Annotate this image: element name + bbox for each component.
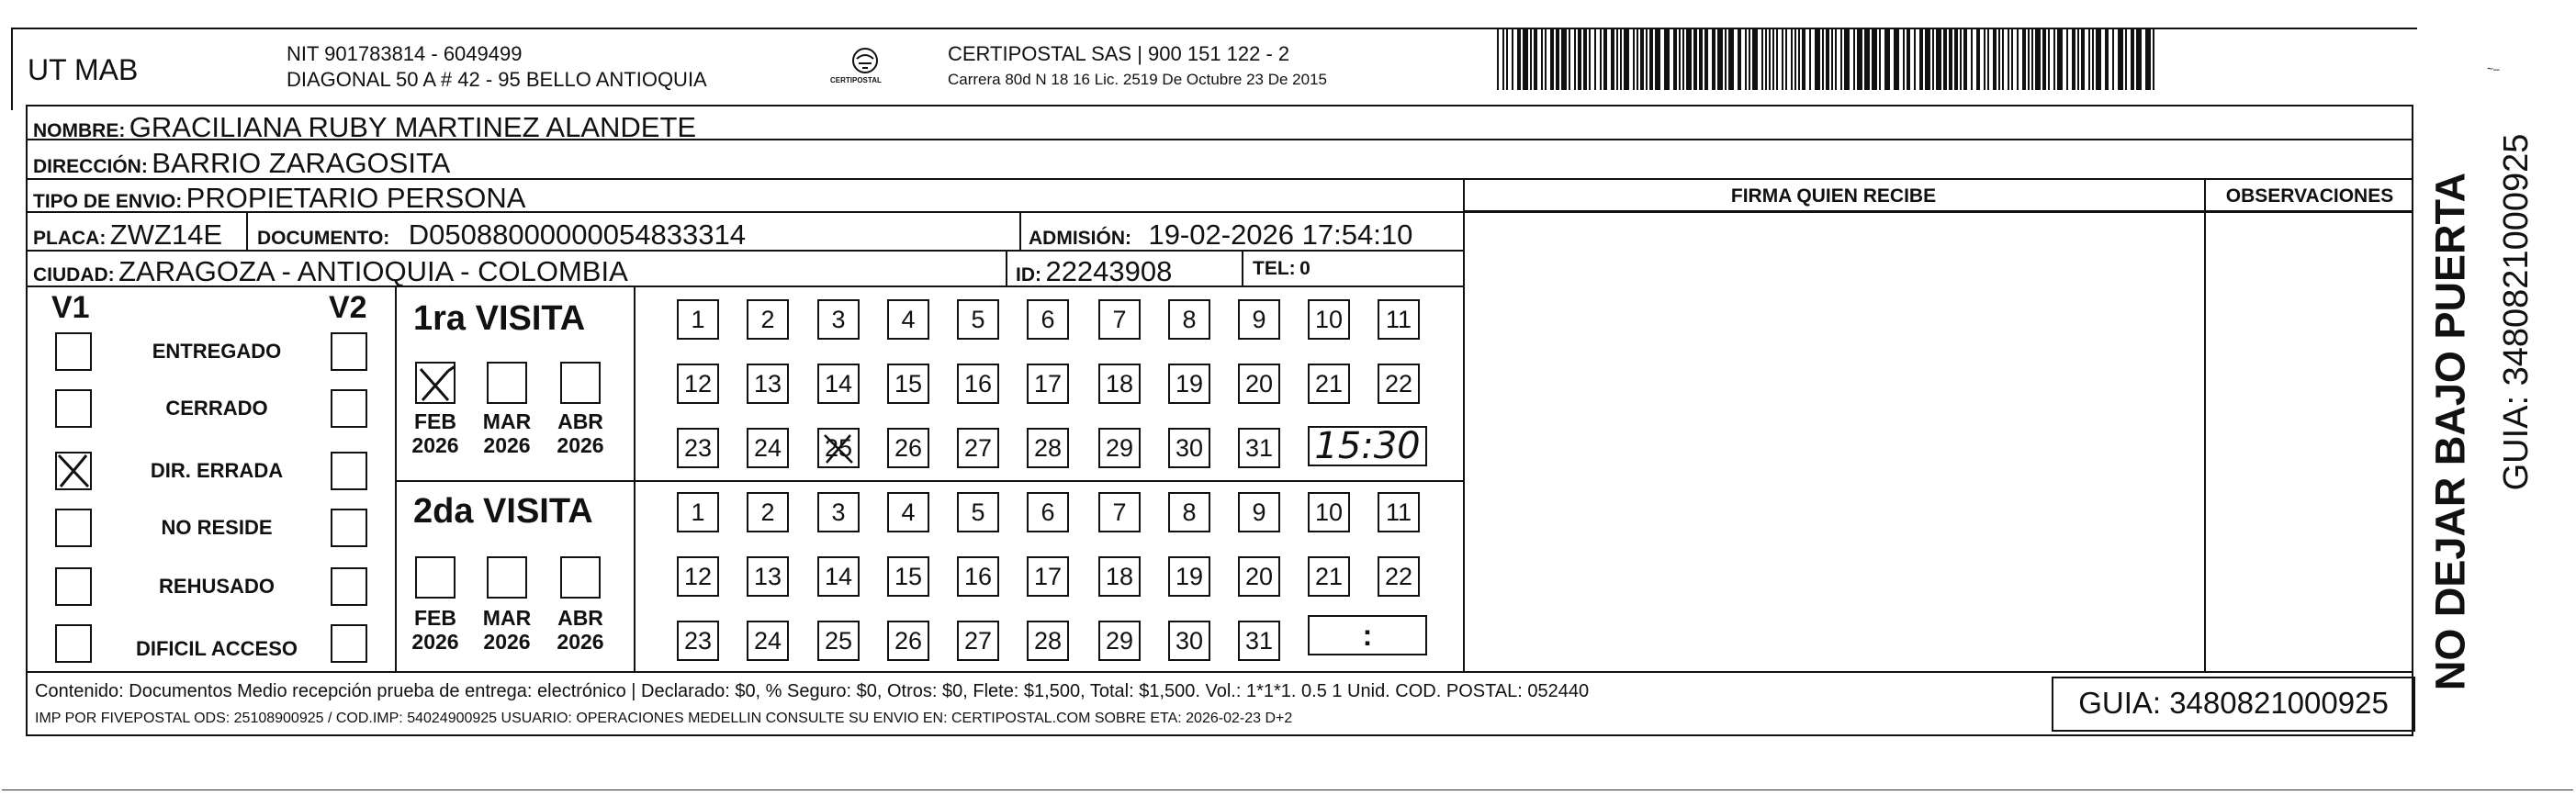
barcode-bar — [2008, 29, 2009, 90]
visit1-day-box[interactable]: 19 — [1168, 364, 1210, 404]
barcode-bar — [2136, 29, 2142, 90]
visit2-day-box[interactable]: 21 — [1308, 556, 1350, 597]
barcode-bar — [1835, 29, 1837, 90]
visit1-day-box[interactable]: 20 — [1238, 364, 1280, 404]
visit2-day-box[interactable]: 5 — [957, 492, 999, 532]
barcode-bar — [1556, 29, 1559, 90]
v2-checkbox-dificil-acceso[interactable] — [331, 624, 367, 663]
barcode-bar — [2053, 29, 2055, 90]
observaciones-header: OBSERVACIONES — [2225, 185, 2394, 207]
second-visit-title: 2da VISITA — [413, 492, 593, 531]
barcode-bar — [1686, 29, 1692, 90]
visit2-month-feb — [408, 606, 463, 655]
barcode-bar — [1616, 29, 1618, 90]
visit1-day-box[interactable]: 18 — [1098, 364, 1141, 404]
barcode-bar — [2153, 29, 2154, 90]
barcode-bar — [1541, 29, 1543, 90]
barcode-bar — [1497, 29, 1499, 90]
admision-label: ADMISIÓN: — [1029, 228, 1131, 249]
v2-label: V2 — [329, 290, 367, 325]
id-divider — [1006, 250, 1007, 286]
barcode-bar — [2077, 29, 2079, 90]
visit1-day-box[interactable]: 10 — [1308, 299, 1350, 340]
month-name: MAR — [482, 409, 532, 433]
barcode-bar — [1822, 29, 1824, 90]
visit2-day-box[interactable]: 14 — [817, 556, 860, 597]
visit2-day-box[interactable]: 20 — [1238, 556, 1280, 597]
visit1-day-box[interactable]: 16 — [957, 364, 999, 404]
barcode-bar — [1512, 29, 1513, 90]
barcode-bar — [1523, 29, 1528, 90]
visit2-day-box[interactable]: 29 — [1098, 621, 1141, 661]
first-visit-title: 1ra VISITA — [413, 299, 586, 338]
day-number: 25 — [824, 433, 853, 462]
barcode-bar — [1530, 29, 1532, 90]
status-entregado: ENTREGADO — [152, 340, 282, 363]
visit2-day-box[interactable]: 2 — [747, 492, 789, 532]
visit2-day-box[interactable]: 18 — [1098, 556, 1141, 597]
barcode-bar — [1976, 29, 1980, 90]
handwritten-x-icon — [55, 452, 92, 490]
admision-row — [1029, 220, 1412, 249]
barcode-bar — [2048, 29, 2050, 90]
barcode-bar — [1776, 29, 1778, 90]
visit2-month-feb-checkbox[interactable] — [415, 556, 456, 599]
id-label: ID: — [1016, 264, 1041, 286]
tipo-label: TIPO DE ENVIO: — [33, 191, 183, 212]
barcode-bar — [1545, 29, 1547, 90]
visit1-day-box[interactable]: 5 — [957, 299, 999, 340]
visit1-day-box[interactable]: 3 — [817, 299, 860, 340]
barcode-bar — [1765, 29, 1767, 90]
visit1-time-box[interactable]: 15:30 — [1308, 426, 1427, 466]
barcode-bar — [1925, 29, 1930, 90]
visit1-day-box[interactable]: 23 — [677, 428, 719, 468]
barcode-bar — [1993, 29, 1997, 90]
barcode-bar — [1655, 29, 1660, 90]
barcode-bar — [1987, 29, 1989, 90]
barcode-bar — [1620, 29, 1622, 90]
documento-label: DOCUMENTO: — [257, 228, 390, 249]
visit2-day-box[interactable]: 10 — [1308, 492, 1350, 532]
barcode-bar — [2002, 29, 2004, 90]
visit2-day-box[interactable]: 3 — [817, 492, 860, 532]
visit2-day-box[interactable]: 9 — [1238, 492, 1280, 532]
barcode-bar — [1752, 29, 1758, 90]
barcode-bar — [1769, 29, 1771, 90]
barcode-bar — [1853, 29, 1855, 90]
visit1-day-box[interactable]: 4 — [887, 299, 929, 340]
admision-value: 19-02-2026 17:54:10 — [1148, 218, 1413, 251]
visit1-day-box[interactable]: 11 — [1378, 299, 1420, 340]
barcode-bar — [2011, 29, 2013, 90]
visit2-day-box[interactable]: 1 — [677, 492, 719, 532]
barcode-bar — [1984, 29, 1985, 90]
barcode-bar — [1914, 29, 1916, 90]
visit2-day-box[interactable]: 24 — [747, 621, 789, 661]
ciudad-label: CIUDAD: — [33, 264, 115, 286]
placa-row — [33, 220, 222, 249]
v2-checkbox-rehusado[interactable] — [331, 567, 367, 606]
barcode-bar — [2028, 29, 2030, 90]
v2-checkbox-cerrado[interactable] — [331, 389, 367, 428]
visit1-day-box[interactable]: 15 — [887, 364, 929, 404]
barcode-bar — [1919, 29, 1923, 90]
visit1-day-box[interactable]: 14 — [817, 364, 860, 404]
visit2-day-box[interactable]: 22 — [1378, 556, 1420, 597]
month-year: 2026 — [411, 630, 459, 655]
visits-divider — [395, 480, 1463, 482]
visit2-day-box[interactable]: 8 — [1168, 492, 1210, 532]
barcode-bar — [1782, 29, 1783, 90]
barcode-bar — [1826, 29, 1829, 90]
visit2-day-box[interactable]: 12 — [677, 556, 719, 597]
month-name: FEB — [414, 409, 456, 433]
documento-row — [257, 220, 746, 249]
barcode-bar — [2022, 29, 2026, 90]
barcode-bar — [1963, 29, 1967, 90]
barcode-bar — [2057, 29, 2063, 90]
ciudad-row — [33, 257, 628, 286]
v2-checkbox-entregado[interactable] — [331, 332, 367, 371]
nombre-label: NOMBRE: — [33, 120, 126, 141]
handwritten-x-icon — [415, 362, 456, 404]
barcode-bar — [2035, 29, 2041, 90]
barcode-bar — [1664, 29, 1670, 90]
v1-label: V1 — [51, 290, 90, 325]
barcode-bar — [1844, 29, 1850, 90]
barcode-bar — [2072, 29, 2075, 90]
visit1-day-box[interactable]: 31 — [1238, 428, 1280, 468]
visit1-month-mar-checkbox[interactable] — [487, 362, 527, 404]
v2-checkbox-no-reside[interactable] — [331, 509, 367, 547]
v1-checkbox-dificil-acceso[interactable] — [55, 624, 92, 663]
ciudad-value: ZARAGOZA - ANTIOQUIA - COLOMBIA — [118, 255, 628, 287]
barcode-bar — [1589, 29, 1591, 90]
barcode-bar — [2092, 29, 2094, 90]
visit1-day-box[interactable]: 24 — [747, 428, 789, 468]
barcode-bar — [1603, 29, 1607, 90]
stray-mark: ~– — [2487, 62, 2500, 75]
visit2-day-box[interactable]: 30 — [1168, 621, 1210, 661]
month-name: FEB — [414, 606, 456, 630]
visit1-day-box[interactable] — [817, 428, 860, 468]
visit2-day-box[interactable]: 26 — [887, 621, 929, 661]
barcode-bar — [2096, 29, 2101, 90]
barcode-bar — [2145, 29, 2151, 90]
barcode-bar — [1640, 29, 1644, 90]
status-divider — [395, 286, 397, 671]
visit2-day-box[interactable]: 4 — [887, 492, 929, 532]
barcode-bar — [1791, 29, 1793, 90]
barcode-bar — [1936, 29, 1941, 90]
header-left-border — [11, 28, 13, 110]
barcode-bar — [2042, 29, 2046, 90]
barcode-bar — [2031, 29, 2033, 90]
month-name: MAR — [482, 606, 532, 630]
status-dir-errada: DIR. ERRADA — [150, 459, 284, 482]
footer-line — [26, 671, 2413, 673]
visit1-day-box[interactable]: 21 — [1308, 364, 1350, 404]
barcode-bar — [1738, 29, 1741, 90]
nombre-value: GRACILIANA RUBY MARTINEZ ALANDETE — [129, 111, 697, 143]
visit2-day-box[interactable]: 16 — [957, 556, 999, 597]
visit1-day-box[interactable]: 8 — [1168, 299, 1210, 340]
barcode-bar — [1794, 29, 1796, 90]
months-divider — [634, 286, 636, 671]
barcode-bar — [1534, 29, 1537, 90]
visit1-month-feb-checkbox[interactable] — [415, 362, 456, 404]
barcode-bar — [1932, 29, 1934, 90]
id-row — [1016, 257, 1172, 286]
barcode-bar — [1578, 29, 1581, 90]
visit1-month-feb — [408, 409, 463, 458]
direccion-value: BARRIO ZARAGOSITA — [152, 147, 451, 179]
barcode-bar — [1831, 29, 1833, 90]
visit2-day-box[interactable]: 11 — [1378, 492, 1420, 532]
barcode-bar — [1594, 29, 1596, 90]
v1-checkbox-entregado[interactable] — [55, 332, 92, 371]
barcode-bar — [1502, 29, 1504, 90]
visit2-time-box[interactable]: : — [1308, 615, 1427, 655]
barcode-bar — [1894, 29, 1899, 90]
visit1-day-box[interactable]: 26 — [887, 428, 929, 468]
side-warning: NO DEJAR BAJO PUERTA — [2426, 172, 2474, 691]
visit2-day-box[interactable]: 15 — [887, 556, 929, 597]
visit1-day-box[interactable]: 1 — [677, 299, 719, 340]
visit2-day-box[interactable]: 19 — [1168, 556, 1210, 597]
barcode-bar — [1699, 29, 1703, 90]
visit1-day-box[interactable]: 29 — [1098, 428, 1141, 468]
company-name: CERTIPOSTAL SAS | 900 151 122 - 2 — [948, 42, 1290, 65]
barcode-bar — [1725, 29, 1727, 90]
page-bottom-edge — [2, 789, 2573, 790]
barcode-bar — [1600, 29, 1602, 90]
barcode-bar — [1785, 29, 1787, 90]
barcode-bar — [1857, 29, 1862, 90]
logo-text: CERTIPOSTAL — [830, 76, 882, 84]
company-address: Carrera 80d N 18 16 Lic. 2519 De Octubre 23 De 2015 — [948, 71, 1327, 88]
tipo-value: PROPIETARIO PERSONA — [186, 182, 526, 214]
visit1-day-box[interactable]: 30 — [1168, 428, 1210, 468]
visit1-day-box[interactable]: 9 — [1238, 299, 1280, 340]
barcode-bar — [1864, 29, 1870, 90]
visit1-month-abr-checkbox[interactable] — [560, 362, 601, 404]
visit2-day-box[interactable]: 23 — [677, 621, 719, 661]
barcode-bar — [1712, 29, 1715, 90]
barcode-bar — [1637, 29, 1638, 90]
barcode-bar — [1943, 29, 1947, 90]
month-name: ABR — [557, 606, 603, 630]
footer-guia: GUIA: 3480821000925 — [2078, 686, 2389, 720]
barcode-bar — [2125, 29, 2127, 90]
barcode-bar — [1633, 29, 1635, 90]
month-name: ABR — [557, 409, 603, 433]
sender-address: DIAGONAL 50 A # 42 - 95 BELLO ANTIOQUIA — [287, 68, 707, 91]
v2-checkbox-dir-errada[interactable] — [331, 452, 367, 490]
barcode-bar — [2131, 29, 2134, 90]
obs-left-line — [2204, 178, 2206, 671]
barcode-bar — [1903, 29, 1905, 90]
visit1-day-box[interactable]: 17 — [1027, 364, 1069, 404]
barcode-bar — [1798, 29, 1800, 90]
barcode-bar — [1907, 29, 1910, 90]
barcode-bar — [1728, 29, 1734, 90]
barcode-bar — [2112, 29, 2114, 90]
barcode-bar — [1583, 29, 1587, 90]
status-dificil-acceso: DIFICIL ACCESO — [135, 637, 298, 660]
visit1-day-box[interactable]: 12 — [677, 364, 719, 404]
barcode-bar — [1682, 29, 1684, 90]
v1-checkbox-no-reside[interactable] — [55, 509, 92, 547]
tel-row — [1253, 259, 1310, 278]
barcode-bar — [2088, 29, 2090, 90]
firma-left-line — [1463, 178, 1465, 671]
barcode-bar — [1693, 29, 1697, 90]
barcode-bar — [1872, 29, 1877, 90]
barcode-bar — [1745, 29, 1747, 90]
barcode — [1497, 29, 2158, 90]
barcode-bar — [1550, 29, 1554, 90]
barcode-bar — [1561, 29, 1567, 90]
v1-checkbox-rehusado[interactable] — [55, 567, 92, 606]
barcode-bar — [1673, 29, 1677, 90]
barcode-bar — [1815, 29, 1820, 90]
v1-checkbox-dir-errada[interactable] — [55, 452, 92, 490]
visit2-day-box[interactable]: 27 — [957, 621, 999, 661]
barcode-bar — [1569, 29, 1570, 90]
barcode-bar — [2105, 29, 2109, 90]
barcode-bar — [1809, 29, 1811, 90]
v1-checkbox-cerrado[interactable] — [55, 389, 92, 428]
visit1-month-mar — [479, 409, 534, 458]
firma-header: FIRMA QUIEN RECIBE — [1730, 185, 1937, 207]
barcode-bar — [1717, 29, 1723, 90]
barcode-bar — [1802, 29, 1805, 90]
visit2-month-abr-checkbox[interactable] — [560, 556, 601, 599]
visit2-day-box[interactable]: 31 — [1238, 621, 1280, 661]
barcode-bar — [1517, 29, 1521, 90]
status-cerrado: CERRADO — [165, 397, 268, 420]
barcode-bar — [1649, 29, 1653, 90]
barcode-bar — [1960, 29, 1962, 90]
sender-name: UT MAB — [28, 53, 139, 86]
side-guia: GUIA: 3480821000925 — [2497, 133, 2536, 491]
documento-value: D05088000000054833314 — [408, 218, 746, 251]
barcode-bar — [1879, 29, 1881, 90]
tel-label: TEL: — [1253, 258, 1296, 279]
visit2-day-box[interactable]: 17 — [1027, 556, 1069, 597]
barcode-bar — [2118, 29, 2123, 90]
placa-label: PLACA: — [33, 228, 107, 249]
barcode-bar — [1749, 29, 1750, 90]
tel-value: 0 — [1299, 258, 1310, 279]
barcode-bar — [1772, 29, 1774, 90]
barcode-bar — [1646, 29, 1648, 90]
month-year: 2026 — [557, 630, 604, 655]
month-year: 2026 — [483, 630, 531, 655]
visit1-day-box[interactable]: 2 — [747, 299, 789, 340]
visit2-month-mar — [479, 606, 534, 655]
visit2-day-box[interactable]: 6 — [1027, 492, 1069, 532]
barcode-bar — [1611, 29, 1614, 90]
barcode-bar — [1971, 29, 1973, 90]
barcode-bar — [1761, 29, 1763, 90]
barcode-bar — [2066, 29, 2068, 90]
visit2-month-abr — [553, 606, 608, 655]
visit2-day-box[interactable]: 25 — [817, 621, 860, 661]
month-year: 2026 — [483, 433, 531, 458]
handwritten-x-icon — [817, 428, 860, 468]
visit2-month-mar-checkbox[interactable] — [487, 556, 527, 599]
visit1-month-abr — [553, 409, 608, 458]
placa-divider — [246, 211, 248, 250]
visit2-day-box[interactable]: 13 — [747, 556, 789, 597]
barcode-bar — [1704, 29, 1708, 90]
footer-content: Contenido: Documentos Medio recepción prueba de entrega: electrónico | Declarado: $0, % Seguro: $0, Otros: $0, Flete: $1,500, Total: $1,500. Vol.: 1*1*1. 0.5 1 Unid. COD. POSTAL: 052440 — [35, 681, 1590, 701]
barcode-bar — [1506, 29, 1508, 90]
tel-divider — [1242, 250, 1243, 286]
header-col-line — [1463, 210, 2413, 212]
admision-divider — [1019, 211, 1021, 250]
visit1-day-box[interactable]: 22 — [1378, 364, 1420, 404]
visit1-day-box[interactable]: 13 — [747, 364, 789, 404]
direccion-row — [33, 149, 450, 177]
id-value: 22243908 — [1045, 255, 1173, 287]
tipo-row — [33, 184, 525, 212]
visit2-day-box[interactable]: 7 — [1098, 492, 1141, 532]
visit1-day-box[interactable]: 7 — [1098, 299, 1141, 340]
visit1-day-box[interactable]: 6 — [1027, 299, 1069, 340]
visit1-day-box[interactable]: 27 — [957, 428, 999, 468]
sender-nit: NIT 901783814 - 6049499 — [287, 42, 523, 65]
barcode-bar — [2017, 29, 2019, 90]
status-no-reside: NO RESIDE — [161, 516, 273, 539]
barcode-bar — [1624, 29, 1629, 90]
status-rehusado: REHUSADO — [159, 575, 275, 598]
certipostal-logo — [828, 42, 902, 97]
barcode-bar — [1954, 29, 1958, 90]
barcode-bar — [1574, 29, 1576, 90]
direccion-label: DIRECCIÓN: — [33, 156, 148, 177]
barcode-bar — [1998, 29, 2000, 90]
month-year: 2026 — [411, 433, 459, 458]
visit2-day-box[interactable]: 28 — [1027, 621, 1069, 661]
visit1-day-box[interactable]: 28 — [1027, 428, 1069, 468]
placa-value: ZWZ14E — [109, 218, 223, 251]
barcode-bar — [1884, 29, 1890, 90]
barcode-bar — [2081, 29, 2085, 90]
barcode-bar — [1949, 29, 1952, 90]
footer-print-info: IMP POR FIVEPOSTAL ODS: 25108900925 / COD.IMP: 54024900925 USUARIO: OPERACIONES MEDELLIN CONSULTE SU ENVIO EN: CERTIPOSTAL.COM SOBRE ETA: 2026-02-23 D+2 — [35, 711, 1293, 726]
barcode-bar — [1840, 29, 1842, 90]
barcode-bar — [1679, 29, 1681, 90]
month-year: 2026 — [557, 433, 604, 458]
nombre-row — [33, 113, 696, 141]
